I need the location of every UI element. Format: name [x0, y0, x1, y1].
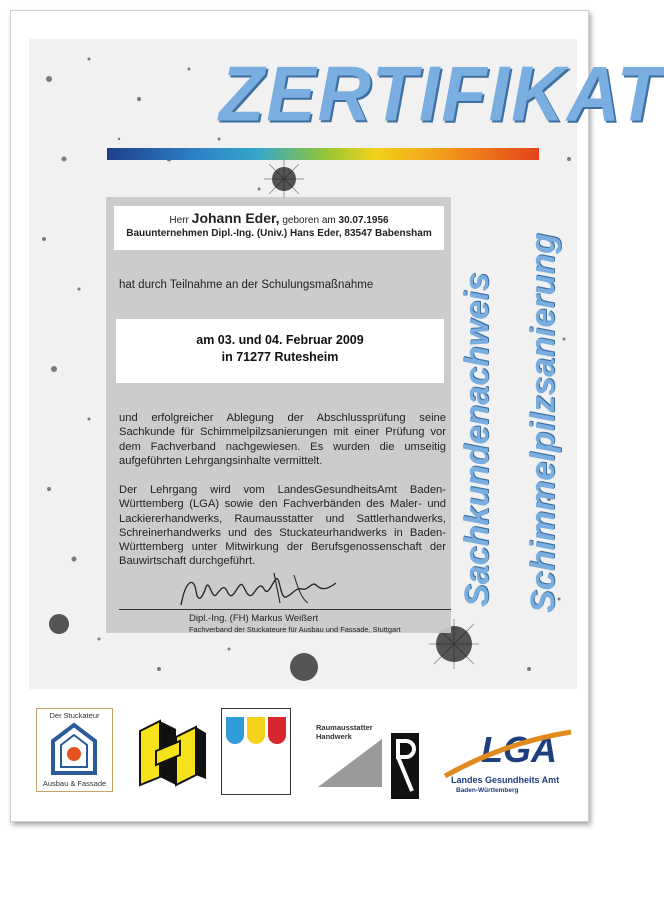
- raumausstatter-line-2: Handwerk: [316, 732, 352, 741]
- raumausstatter-line-1: Raumausstatter: [316, 723, 373, 732]
- raumausstatter-triangle-icon: [316, 737, 384, 789]
- born-date: 30.07.1956: [338, 215, 389, 226]
- born-label: geboren am: [282, 215, 336, 226]
- lga-letters: LGA: [481, 729, 557, 770]
- lga-name: Landes Gesundheits Amt: [451, 775, 560, 785]
- house-icon: [49, 723, 99, 775]
- body-paragraph-1: und erfolgreicher Ablegung der Abschlussprüfung seine Sachkunde für Schimmelpilzsanierungen mit einer Prüfung vor dem Fachverband nachgewiesen. Es wurden die umseitig aufgeführten Lehrgangsinhalte vermittelt.: [119, 412, 446, 467]
- recipient-line: [114, 210, 444, 226]
- recipient-name: Johann Eder,: [191, 210, 280, 226]
- intro-text: hat durch Teilnahme an der Schulungsmaßnahme: [119, 279, 374, 291]
- stuckateur-logo-bottom-text: Ausbau & Fassade: [42, 779, 107, 788]
- course-date: am 03. und 04. Februar 2009: [196, 333, 364, 347]
- recipient-company: Bauunternehmen Dipl.-Ing. (Univ.) Hans Eder, 83547 Babensham: [126, 228, 432, 239]
- carpenter-h-icon: [136, 717, 208, 789]
- handwritten-signature: [176, 569, 346, 611]
- stuckateur-logo: [36, 708, 113, 792]
- body-paragraph-2: Der Lehrgang wird vom LandesGesundheitsAmt Baden-Württemberg (LGA) sowie den Fachverbänden des Maler- und Lackiererhandwerks, Raumausstatter und Sattlerhandwerks, Schreinerhandwerks und des Stuckateurhandwerks in Baden-Württemberg unter Mitwirkung der Berufsgenossenschaft der Bauwirtschaft durchgeführt.: [119, 484, 446, 568]
- salutation: Herr: [169, 215, 189, 226]
- recipient-box: [114, 206, 444, 250]
- vertical-title-sachkundenachweis: Sachkundenachweis: [458, 272, 496, 607]
- rainbow-stripe: [107, 148, 539, 160]
- lga-region: Baden-Württemberg: [456, 787, 519, 794]
- r-mark-icon: [391, 733, 419, 799]
- course-date-box: [116, 319, 444, 383]
- three-shields-icon: [222, 709, 290, 794]
- course-place: in 71277 Rutesheim: [221, 350, 339, 364]
- vertical-title-schimmelpilzsanierung: Schimmelpilzsanierung: [524, 233, 562, 613]
- certificate-sheet: [10, 10, 664, 822]
- certificate-title: ZERTIFIKAT: [219, 49, 664, 138]
- lga-logo-graphic: [441, 726, 591, 778]
- painters-logo: [221, 708, 291, 795]
- signature-line: [119, 609, 451, 610]
- signer-name: Dipl.-Ing. (FH) Markus Weißert: [189, 613, 319, 624]
- stuckateur-logo-top-text: Der Stuckateur: [49, 711, 100, 720]
- signer-organization: Fachverband der Stuckateure für Ausbau und Fassade, Stuttgart: [189, 625, 401, 634]
